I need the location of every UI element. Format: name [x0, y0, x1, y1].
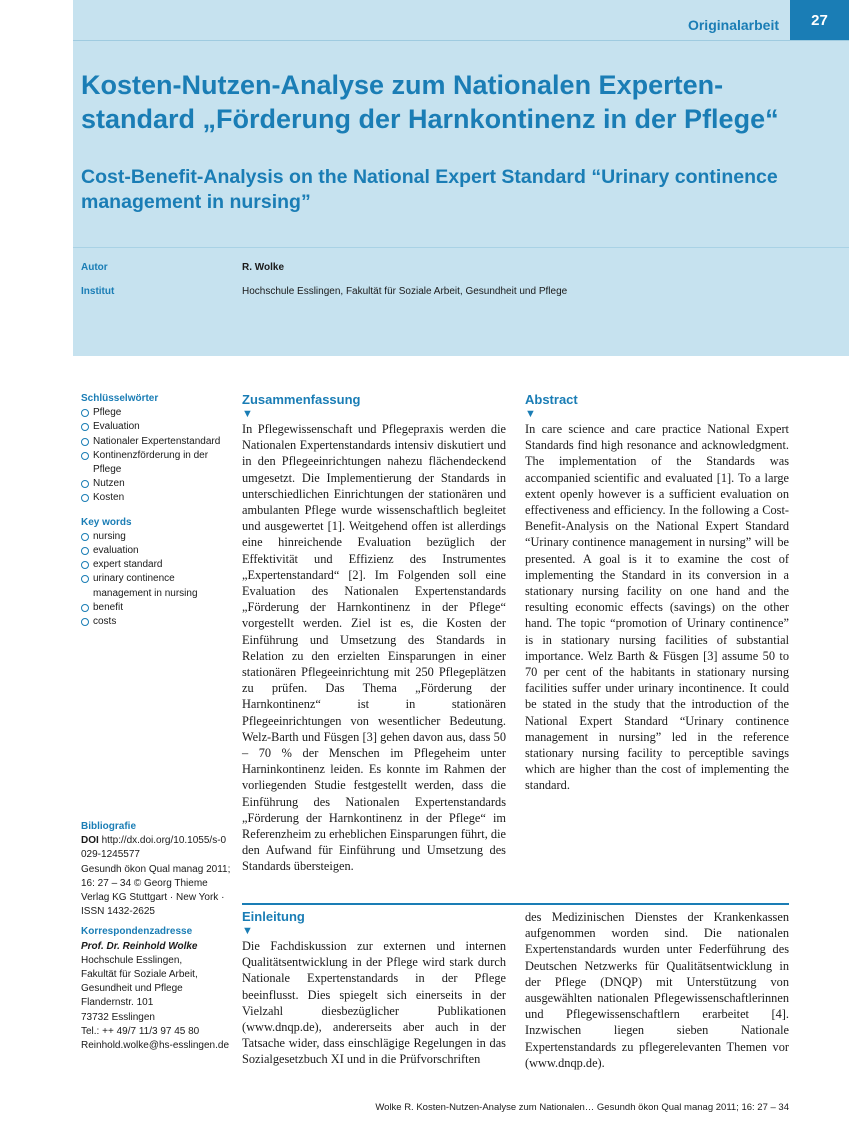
keyword-item: Nationaler Expertenstandard: [81, 435, 231, 449]
abstract-heading: Abstract: [525, 392, 578, 407]
address-line: Fakultät für Soziale Arbeit,: [81, 969, 198, 981]
email-link[interactable]: Reinhold.wolke@hs-esslingen.de: [81, 1040, 230, 1052]
triangle-marker-icon: ▼: [242, 925, 253, 937]
einleitung-text-left: Die Fachdiskussion zur externen und internen Qualitätsentwicklung in der Pflege wird stark durch Nationale Expertenstandards in der Pflege beeinflusst. Dies spiegelt sich einerseits in der Vielzahl diesbezüglicher Publikationen (www.dnqp.de), andererseits aber auch in der Tatsache wider, dass einschlägige Regelungen in das Sozialgesetzbuch XI und in die Prüfvorschriften: [242, 939, 506, 1067]
address-line: Gesundheit und Pflege: [81, 983, 183, 995]
doi-line: [81, 834, 231, 862]
keyword-item: urinary continence management in nursing: [81, 572, 231, 600]
title-divider: [73, 247, 849, 248]
einleitung-section: [242, 909, 506, 1068]
address-line: Flandernstr. 101: [81, 997, 154, 1009]
zusammenfassung-heading: Zusammenfassung: [242, 392, 361, 407]
title-english: Cost-Benefit-Analysis on the National Expert Standard “Urinary continence management in nursing”: [81, 166, 778, 213]
keyword-item: Pflege: [81, 406, 231, 420]
section-label: Originalarbeit: [687, 17, 779, 33]
doi-link[interactable]: http://dx.doi.org/10.1055/s-0029-1245577: [81, 835, 227, 861]
einleitung-text-right: des Medizinischen Dienstes der Krankenkassen aufgenommen worden sind. Die nationalen Expertenstandards wurden unter Federführung des Deutschen Netzwerks für Qualitätsentwicklung in der Pflege (DNQP) mit Unterstützung von ausgewählten nationalen Pflegewissenschaftlerinnen und Pflegewissenschaftlern erarbeitet [4]. Inzwischen liegen sieben Nationale Expertenstandards zu pflegerelevanten Themen vor (www.dnqp.de).: [525, 910, 789, 1070]
author-name: R. Wolke: [242, 262, 285, 273]
keyword-item: costs: [81, 615, 231, 629]
keywords-en-heading: Key words: [81, 516, 132, 528]
zusammenfassung-text: In Pflegewissenschaft und Pflegepraxis werden die Nationalen Expertenstandards intensiv diskutiert und in den Pflegeeinrichtungen nahezu flächendeckend umgesetzt. Die Implementierung der Standards in unterschiedlichen Einrichtungen der stationären und ambulanten Pflege wurde wissenschaftlich begleitet und ausgewertet [1]. Weitgehend offen ist allerdings eine hinreichende Evaluation bezüglich der Effektivität und Effizienz des Instrumentes „Expertenstandard“ [2]. Im Folgenden soll eine Evaluation des Nationalen Expertenstandards „Förderung der Harnkontinenz in der Pflege“ vorgestellt werden. Ziel ist es, die Kosten der Einführung und Umsetzung des Standards in Relation zu den erzielten Einsparungen in einer stationären Pflegeeinrichtung mit 250 Pflegeplätzen zu prüfen. Das Thema „Förderung der Harnkontinenz“ ist in stationären Pflegeeinrichtungen von wesentlicher Bedeutung. Welz-Barth und Füsgen [3] gehen davon aus, dass 50 – 70 % der Menschen im Pflegeheim unter Harninkontinenz leiden. Es konnte im Rahmen der vorliegenden Studie festgestellt werden, dass die Einführung des Nationalen Expertenstandards „Förderung der Harnkontinenz in der Pflege“ im Referenzheim zu erheblichen Einsparungen führt, die den Aufwand für Einführung und Umsetzung des Standards übersteigen.: [242, 422, 506, 874]
address-line: 73732 Esslingen: [81, 1011, 155, 1023]
address-line: Hochschule Esslingen,: [81, 954, 183, 966]
keyword-item: Evaluation: [81, 420, 231, 434]
keyword-item: Nutzen: [81, 477, 231, 491]
keyword-item: nursing: [81, 530, 231, 544]
title-german: Kosten-Nutzen-Analyse zum Nationalen Expertenstandard „Förderung der Harnkontinenz in der Pflege“: [81, 70, 779, 134]
triangle-marker-icon: ▼: [242, 408, 253, 420]
bibliography-heading: Bibliografie: [81, 821, 137, 832]
bibliography-block: [81, 820, 231, 1053]
institute-name: Hochschule Esslingen, Fakultät für Soziale Arbeit, Gesundheit und Pflege: [242, 286, 568, 297]
keywords-de-heading: Schlüsselwörter: [81, 393, 159, 404]
section-rule: [242, 903, 789, 905]
abstract-section: [525, 392, 789, 794]
keyword-item: benefit: [81, 601, 231, 615]
einleitung-heading: Einleitung: [242, 909, 305, 924]
triangle-marker-icon: ▼: [525, 408, 536, 420]
correspondence-heading: Korrespondenzadresse: [81, 926, 193, 938]
keywords-de-list: [81, 406, 231, 505]
keyword-item: Kosten: [81, 491, 231, 505]
phone-line: Tel.: ++ 49/7 11/3 97 45 80: [81, 1025, 200, 1037]
citation: Gesundh ökon Qual manag 2011; 16: 27 – 34 © Georg Thieme Verlag KG Stuttgart · New York · ISSN 1432-2625: [81, 863, 231, 918]
keyword-item: expert standard: [81, 558, 231, 572]
page-number: 27: [790, 0, 849, 40]
correspondence-name: Prof. Dr. Reinhold Wolke: [81, 940, 198, 952]
keyword-item: evaluation: [81, 544, 231, 558]
keywords-block: [81, 392, 231, 629]
keywords-en-list: [81, 530, 231, 629]
author-label: Autor: [81, 262, 108, 273]
page-footer: Wolke R. Kosten-Nutzen-Analyse zum Nationalen… Gesundh ökon Qual manag 2011; 16: 27 – 34: [375, 1102, 789, 1113]
header-divider: [73, 40, 849, 41]
institute-label: Institut: [81, 286, 115, 297]
doi-label: DOI: [81, 835, 99, 847]
zusammenfassung-section: [242, 392, 506, 875]
abstract-text: In care science and care practice National Expert Standards find high resonance and acknowledgment. The implementation of the Standards was accompanied scientific and evaluated [1]. To a large extent openly however is a sufficient evaluation on effectiveness and efficiency. In the following a Cost-Benefit-Analysis on the National Expert Standard “Urinary continence management in nursing” will be presented. A goal is it to examine the cost of implementing the Standard in its conversion in a stationary nursing facility on one hand and the resulting economic effects (savings) on the other hand. The topic “promotion of Urinary continence” is in stationary nursing facilities of substantial importance. Welz Barth & Füsgen [3] assume 50 to 70 per cent of the habitants in stationary nursing facilities suffer under urinary incontinence. It could be stated in the study that the introduction of the National Expert Standard “Urinary continence management in nursing” led in the reference stationary nursing facility to perceptible savings which are higher than the cost of implementing the standard.: [525, 422, 789, 793]
einleitung-continued: [525, 909, 789, 1071]
keyword-item: Kontinenzförderung in der Pflege: [81, 449, 231, 477]
